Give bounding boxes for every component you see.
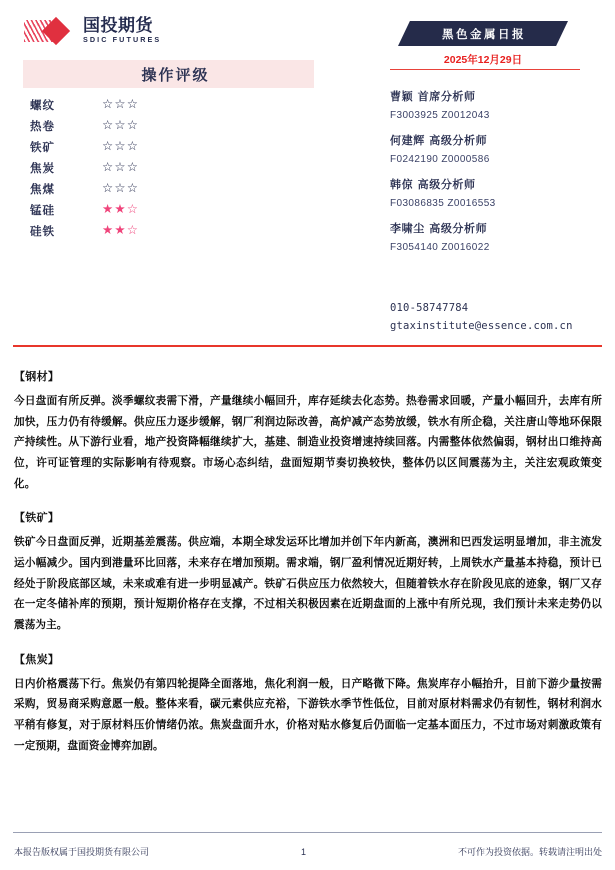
report-header xyxy=(0,0,615,330)
rating-stars: ☆☆☆ xyxy=(102,180,140,196)
banner-divider xyxy=(390,69,580,70)
logo-text xyxy=(81,18,161,43)
rating-header-box xyxy=(23,60,314,88)
section-coke xyxy=(14,651,602,757)
analyst-license-code: F0242190 Z0000586 xyxy=(390,154,490,165)
rating-stars: ★★☆ xyxy=(102,201,140,217)
rating-row xyxy=(30,157,320,178)
analyst-name: 何建辉 高级分析师 xyxy=(390,134,488,147)
rating-row xyxy=(30,136,320,157)
rating-stars: ☆☆☆ xyxy=(102,159,140,175)
footer-page-number: 1 xyxy=(300,846,306,857)
report-body xyxy=(14,368,602,771)
analyst-license-code: F3054140 Z0016022 xyxy=(390,242,490,253)
rating-list xyxy=(30,94,320,241)
rating-row xyxy=(30,199,320,220)
rating-item-label: 热卷 xyxy=(30,118,55,133)
section-body: 今日盘面有所反弹。淡季螺纹表需下滑，产量继续小幅回升，库存延续去化态势。热卷需求回暖，产量小幅回升，去库有所加快，压力仍有待缓解。供应压力逐步缓解，钢厂利润边际改善，高炉减产态势放缓，铁水有所企稳，关注唐山等地环保限产持续性。从下游行业看，地产投资降幅继续扩大，基建、制造业投资增速持续回落。内需整体依然偏弱，钢材出口维持高位，许可证管理的实际影响有待观察。市场心态纠结，盘面短期节奏切换较快，整体仍以区间震荡为主，关注宏观政策变化。 xyxy=(14,395,602,490)
rating-stars: ★★☆ xyxy=(102,222,140,238)
analyst-name: 韩倞 高级分析师 xyxy=(390,178,476,191)
rating-stars: ☆☆☆ xyxy=(102,117,140,133)
rating-stars: ☆☆☆ xyxy=(102,138,140,154)
section-body: 日内价格震荡下行。焦炭仍有第四轮提降全面落地，焦化利润一般，日产略微下降。焦炭库存小幅抬升，目前下游少量按需采购，贸易商采购意愿一般。整体来看，碳元素供应充裕，下游铁水季节性低位，目前对原材料需求仍有韧性，钢材利润水平稍有修复，对于原材料压价情绪仍浓。焦炭盘面升水，价格对贴水修复后仍面临一定基本面压力，不过市场对刺激政策有一定预期，盘面资金博弈加剧。 xyxy=(14,677,602,752)
contact-phone: 010-58747784 xyxy=(390,302,469,314)
page-footer xyxy=(14,845,602,858)
company-logo xyxy=(24,18,161,44)
rating-row xyxy=(30,115,320,136)
section-body: 铁矿今日盘面反弹，近期基差震荡。供应端，本期全球发运环比增加并创下年内新高，澳洲和巴西发运明显增加，非主流发运小幅减少。国内到港量环比回落，未来存在增加预期。需求端，钢厂盈利情况近期好转，上周铁水产量基本持稳，预计已经处于阶段底部区域，未来或难有进一步明显减产。铁矿石供应压力依然较大，但随着铁水存在阶段见底的迹象，钢厂又存在一定冬储补库的预期，预计短期价格存在支撑，不过相关积极因素在近期盘面的上涨中有所兑现，我们预计未来走势仍以震荡为主。 xyxy=(14,536,602,631)
section-title: 【钢材】 xyxy=(14,370,60,383)
contact-block xyxy=(390,302,610,338)
section-steel xyxy=(14,368,602,494)
logo-name-cn: 国投期货 xyxy=(83,16,153,37)
footer-copyright: 本报告版权属于国投期货有限公司 xyxy=(14,848,150,858)
rating-item-label: 焦炭 xyxy=(30,160,55,175)
report-date: 2025年12月29日 xyxy=(443,54,523,66)
analyst-name: 李啸尘 高级分析师 xyxy=(390,222,488,235)
analyst-license-code: F3003925 Z0012043 xyxy=(390,110,490,121)
rating-row xyxy=(30,220,320,241)
report-title-banner xyxy=(398,21,568,46)
analyst-list xyxy=(390,88,605,264)
header-divider xyxy=(13,345,602,347)
analyst-license-code: F03086835 Z0016553 xyxy=(390,198,496,209)
rating-item-label: 螺纹 xyxy=(30,97,55,112)
rating-stars: ☆☆☆ xyxy=(102,96,140,112)
footer-divider xyxy=(13,832,602,833)
rating-header-title: 操作评级 xyxy=(141,65,210,84)
rating-item-label: 铁矿 xyxy=(30,139,55,154)
contact-email[interactable]: gtaxinstitute@essence.com.cn xyxy=(390,320,573,332)
section-iron-ore xyxy=(14,509,602,635)
section-title: 【焦炭】 xyxy=(14,652,60,666)
rating-row xyxy=(30,178,320,199)
analyst-name: 曹颖 首席分析师 xyxy=(390,90,476,103)
rating-item-label: 锰硅 xyxy=(30,202,55,217)
rating-item-label: 焦煤 xyxy=(30,181,55,196)
section-title: 【铁矿】 xyxy=(14,511,60,525)
rating-row xyxy=(30,94,320,115)
report-title: 黑色金属日报 xyxy=(442,26,526,41)
footer-disclaimer: 不可作为投资依据。转载请注明出处 xyxy=(457,848,602,858)
rating-item-label: 硅铁 xyxy=(30,223,55,238)
logo-name-en: SDIC FUTURES xyxy=(83,35,162,45)
logo-mark-icon xyxy=(24,18,76,44)
